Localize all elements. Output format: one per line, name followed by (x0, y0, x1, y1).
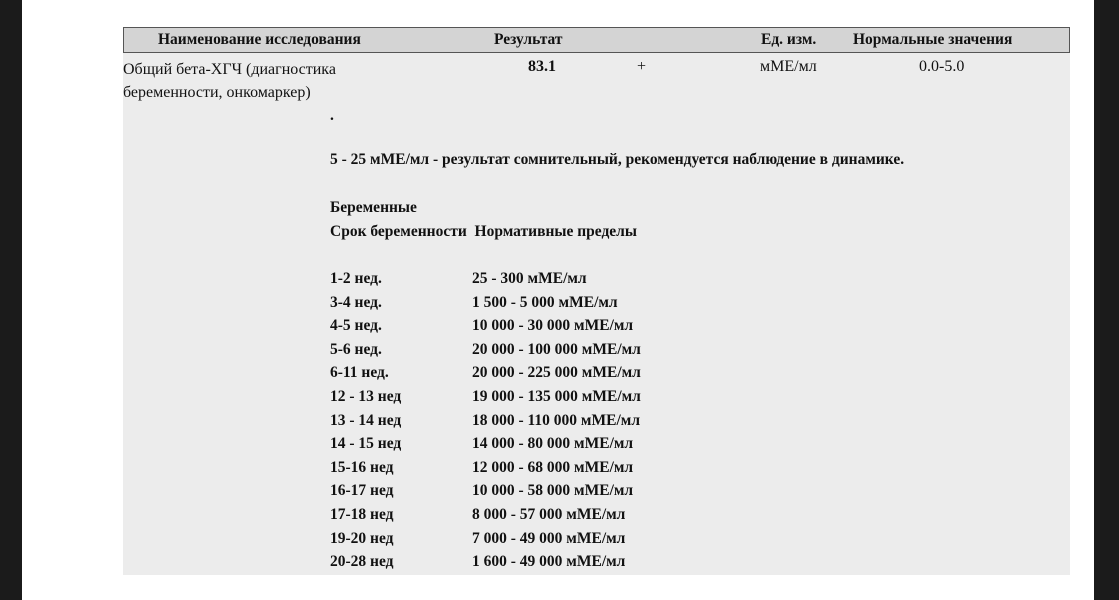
test-normal-range: 0.0-5.0 (919, 58, 965, 75)
range-term: 15-16 нед (330, 458, 394, 476)
range-term: 20-28 нед (330, 553, 394, 571)
header-unit: Ед. изм. (761, 31, 817, 48)
section-title: Беременные (330, 199, 417, 216)
document-page (22, 0, 1094, 600)
table-header (123, 27, 1070, 53)
test-unit: мМЕ/мл (760, 58, 817, 75)
range-term: 6-11 нед. (330, 364, 389, 382)
range-value: 19 000 - 135 000 мМЕ/мл (472, 388, 641, 405)
test-result: 83.1 (528, 58, 556, 75)
comment-dot: . (330, 107, 334, 124)
col-limits: Нормативные пределы (474, 223, 637, 240)
range-term: 17-18 нед (330, 506, 394, 523)
header-normal: Нормальные значения (853, 31, 1013, 48)
range-value: 10 000 - 30 000 мМЕ/мл (472, 317, 634, 335)
test-name-line1: Общий бета-ХГЧ (диагностика (123, 61, 336, 78)
result-flag: + (637, 58, 647, 75)
range-term: 14 - 15 нед (330, 435, 402, 453)
range-value: 20 000 - 100 000 мМЕ/мл (472, 340, 641, 358)
range-term: 3-4 нед. (330, 293, 382, 311)
range-term: 13 - 14 нед (330, 411, 402, 429)
range-value: 1 500 - 5 000 мМЕ/мл (472, 293, 618, 311)
test-name-line2: беременности, онкомаркер) (123, 84, 311, 101)
range-term: 1-2 нед. (330, 270, 382, 287)
test-name (123, 58, 336, 104)
col-term: Срок беременности (330, 223, 467, 240)
range-value: 12 000 - 68 000 мМЕ/мл (472, 458, 634, 476)
header-name: Наименование исследования (158, 31, 361, 48)
lab-report (123, 27, 1070, 575)
range-value: 1 600 - 49 000 мМЕ/мл (472, 553, 626, 571)
range-term: 12 - 13 нед (330, 388, 402, 405)
ranges-column-headers (330, 223, 637, 241)
header-result: Результат (494, 31, 563, 48)
range-value: 25 - 300 мМЕ/мл (472, 270, 587, 287)
range-term: 4-5 нед. (330, 317, 382, 335)
range-value: 14 000 - 80 000 мМЕ/мл (472, 435, 634, 453)
range-value: 8 000 - 57 000 мМЕ/мл (472, 506, 626, 523)
range-value: 10 000 - 58 000 мМЕ/мл (472, 482, 634, 500)
range-term: 16-17 нед (330, 482, 394, 500)
range-value: 7 000 - 49 000 мМЕ/мл (472, 529, 626, 547)
comment-note: 5 - 25 мМЕ/мл - результат сомнительный, рекомендуется наблюдение в динамике. (330, 151, 905, 168)
range-value: 20 000 - 225 000 мМЕ/мл (472, 364, 641, 382)
range-value: 18 000 - 110 000 мМЕ/мл (472, 411, 641, 429)
range-term: 5-6 нед. (330, 340, 382, 358)
range-term: 19-20 нед (330, 529, 394, 547)
